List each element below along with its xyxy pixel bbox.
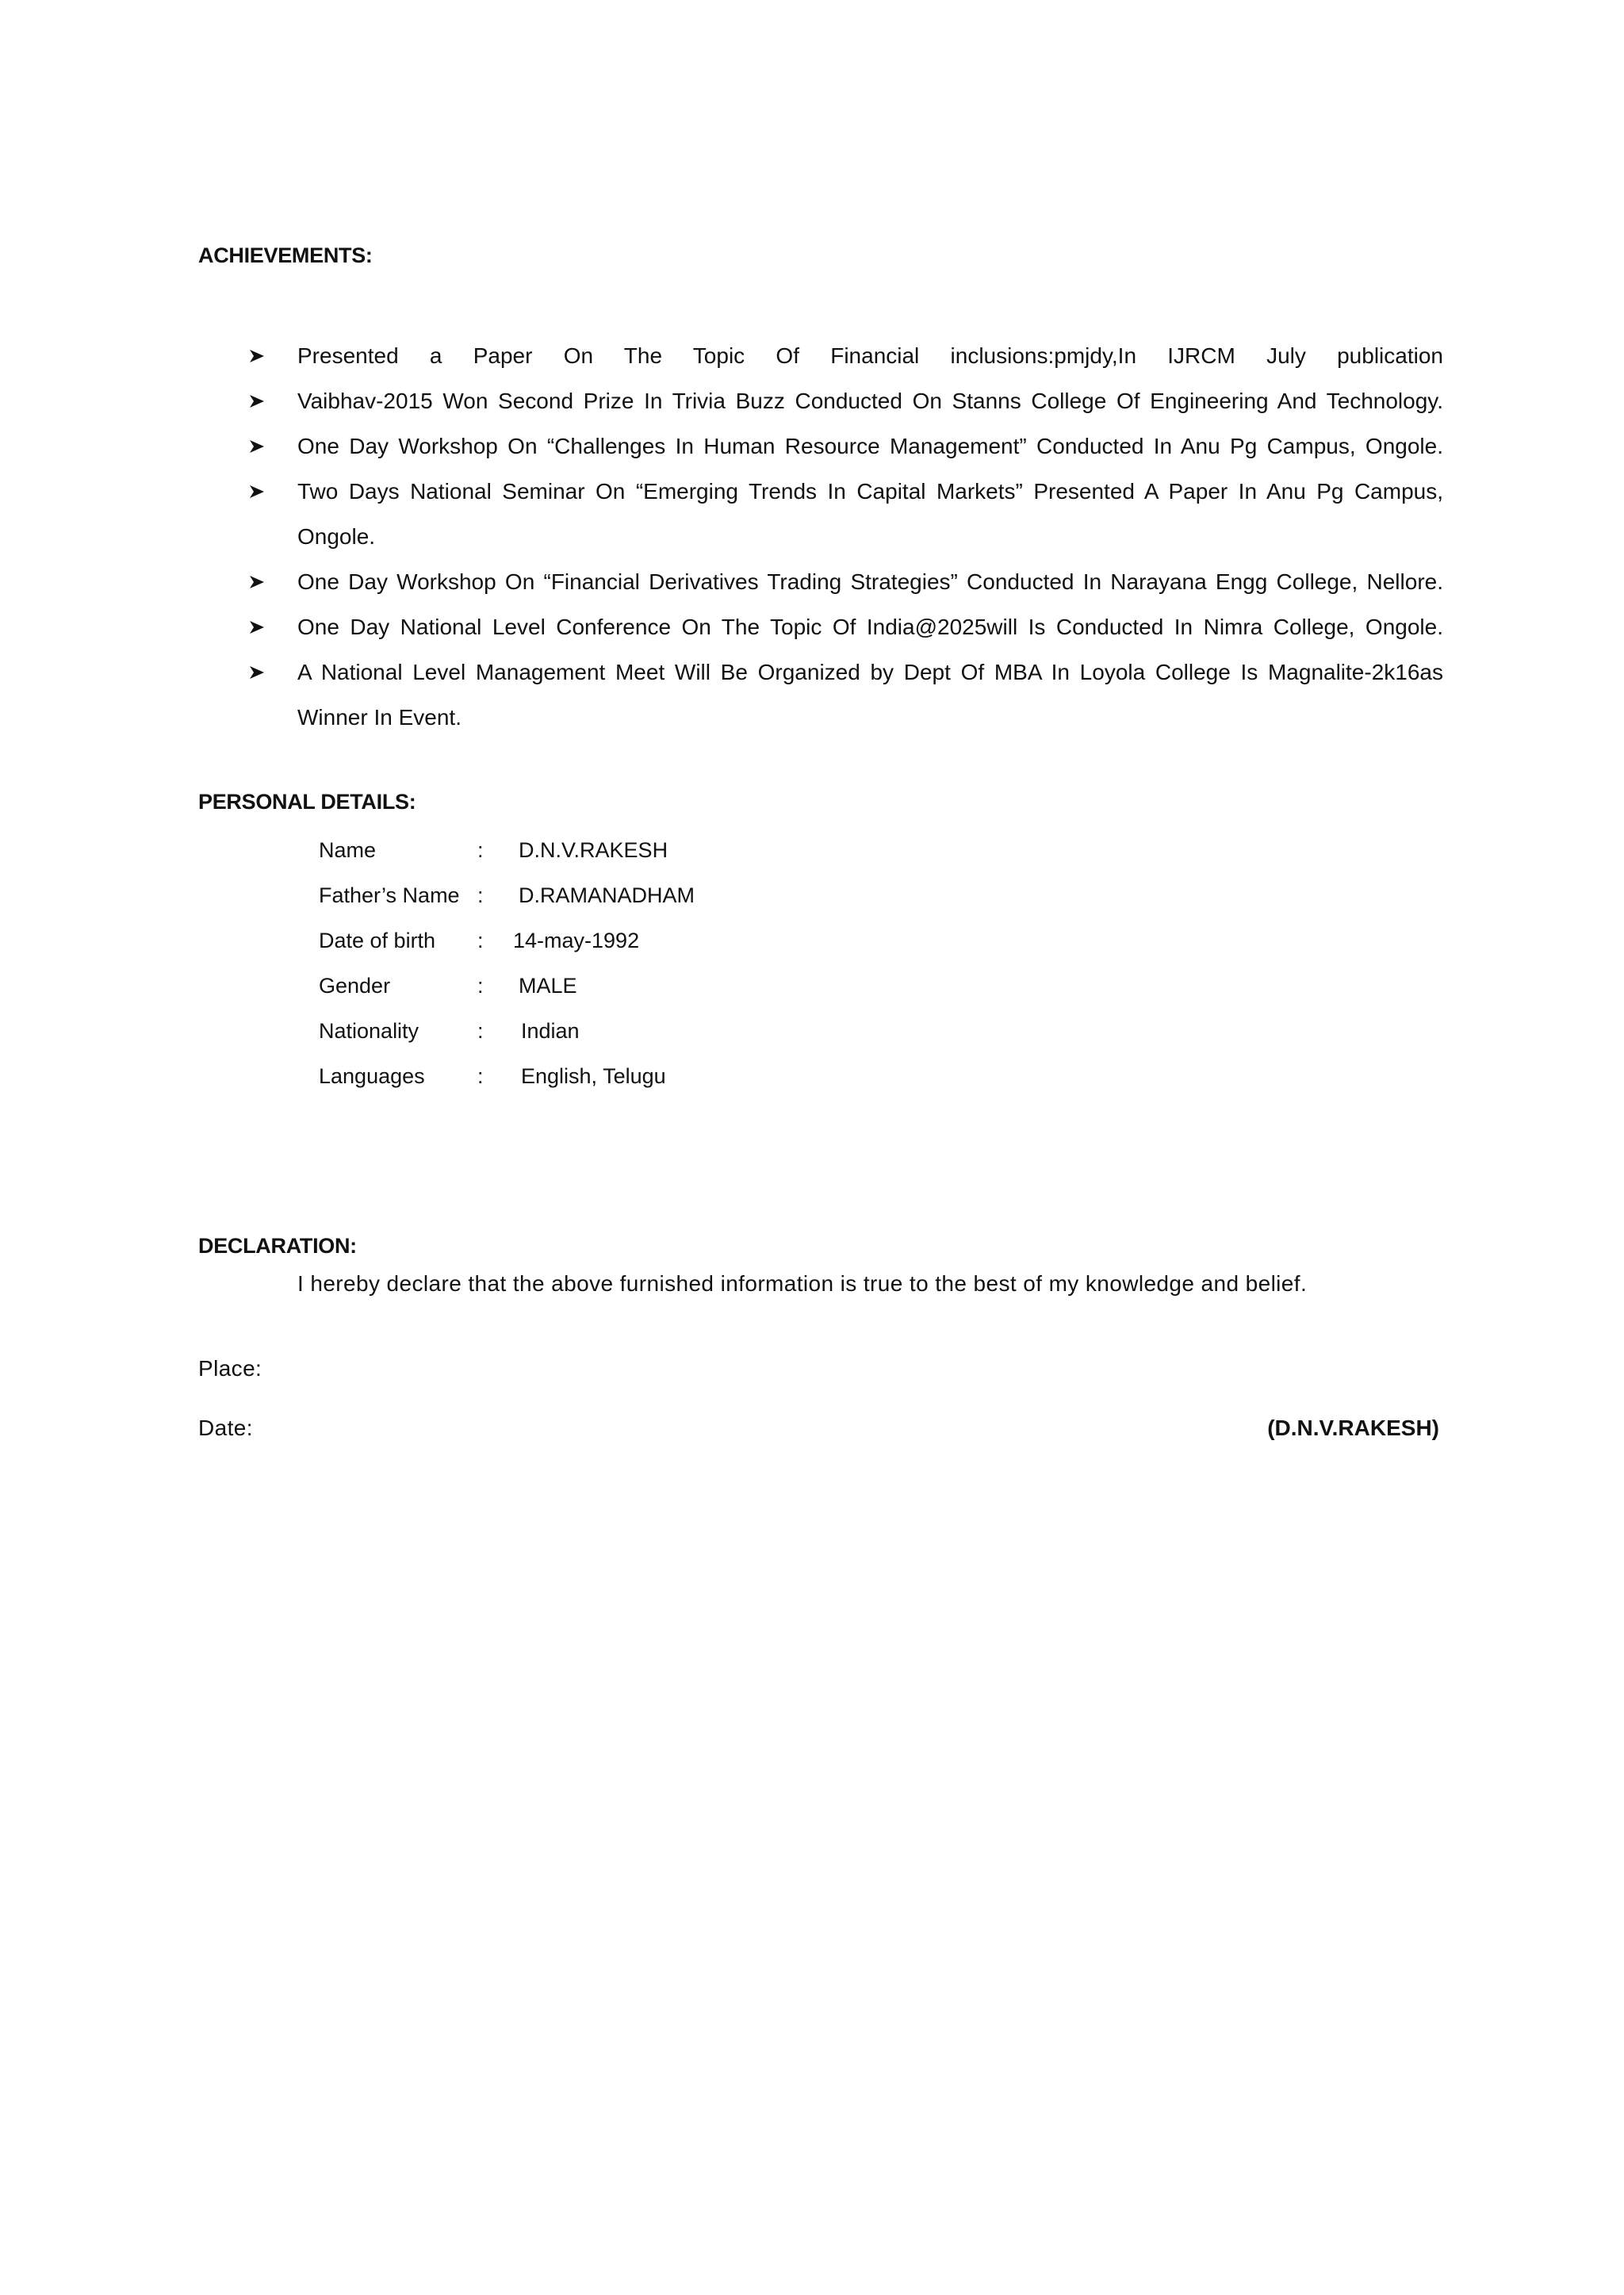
achievement-item: One Day Workshop On “Challenges In Human Resource Management” Conducted In Anu Pg Campus, Ongole. <box>198 423 1443 469</box>
achievements-list <box>198 333 1443 740</box>
arrowhead-bullet-icon <box>247 559 266 604</box>
place-label: Place: <box>198 1356 262 1381</box>
arrowhead-bullet-icon <box>247 649 266 695</box>
detail-label: Name <box>319 838 377 862</box>
detail-separator: : <box>477 929 484 952</box>
achievement-item: A National Level Management Meet Will Be Organized by Dept Of MBA In Loyola College Is Magnalite-2k16as Winner In Event. <box>198 649 1443 740</box>
personal-details-heading: PERSONAL DETAILS: <box>198 790 416 814</box>
arrowhead-bullet-icon <box>247 469 266 514</box>
achievement-item: One Day Workshop On “Financial Derivatives Trading Strategies” Conducted In Narayana Engg College, Nellore. <box>198 559 1443 604</box>
detail-label: Gender <box>319 974 391 998</box>
arrowhead-bullet-icon <box>247 604 266 649</box>
arrowhead-bullet-icon <box>247 423 266 469</box>
declaration-heading: DECLARATION: <box>198 1234 357 1258</box>
detail-label: Languages <box>319 1064 425 1088</box>
detail-value: D.N.V.RAKESH <box>519 838 668 862</box>
detail-separator: : <box>477 1019 484 1043</box>
declaration-text: I hereby declare that the above furnished information is true to the best of my knowledge and belief. <box>297 1271 1308 1296</box>
achievement-item: Vaibhav-2015 Won Second Prize In Trivia Buzz Conducted On Stanns College Of Engineering And Technology. <box>198 378 1443 423</box>
achievements-heading: ACHIEVEMENTS: <box>198 243 373 267</box>
signature-name: (D.N.V.RAKESH) <box>1267 1416 1439 1440</box>
detail-value: D.RAMANADHAM <box>519 883 695 907</box>
detail-label: Nationality <box>319 1019 419 1043</box>
detail-separator: : <box>477 883 484 907</box>
date-label: Date: <box>198 1416 253 1440</box>
achievement-item: Presented a Paper On The Topic Of Financial inclusions:pmjdy,In IJRCM July publication <box>198 333 1443 378</box>
detail-value: English, Telugu <box>521 1064 666 1088</box>
detail-separator: : <box>477 1064 484 1088</box>
achievement-item: Two Days National Seminar On “Emerging Trends In Capital Markets” Presented A Paper In Anu Pg Campus, Ongole. <box>198 469 1443 559</box>
arrowhead-bullet-icon <box>247 378 266 423</box>
detail-value: Indian <box>521 1019 580 1043</box>
detail-label: Father’s Name <box>319 883 460 907</box>
detail-value: 14-may-1992 <box>513 929 640 952</box>
detail-separator: : <box>477 974 484 998</box>
achievement-item: One Day National Level Conference On The Topic Of India@2025will Is Conducted In Nimra College, Ongole. <box>198 604 1443 649</box>
detail-separator: : <box>477 838 484 862</box>
arrowhead-bullet-icon <box>247 333 266 378</box>
detail-label: Date of birth <box>319 929 436 952</box>
detail-value: MALE <box>519 974 577 998</box>
